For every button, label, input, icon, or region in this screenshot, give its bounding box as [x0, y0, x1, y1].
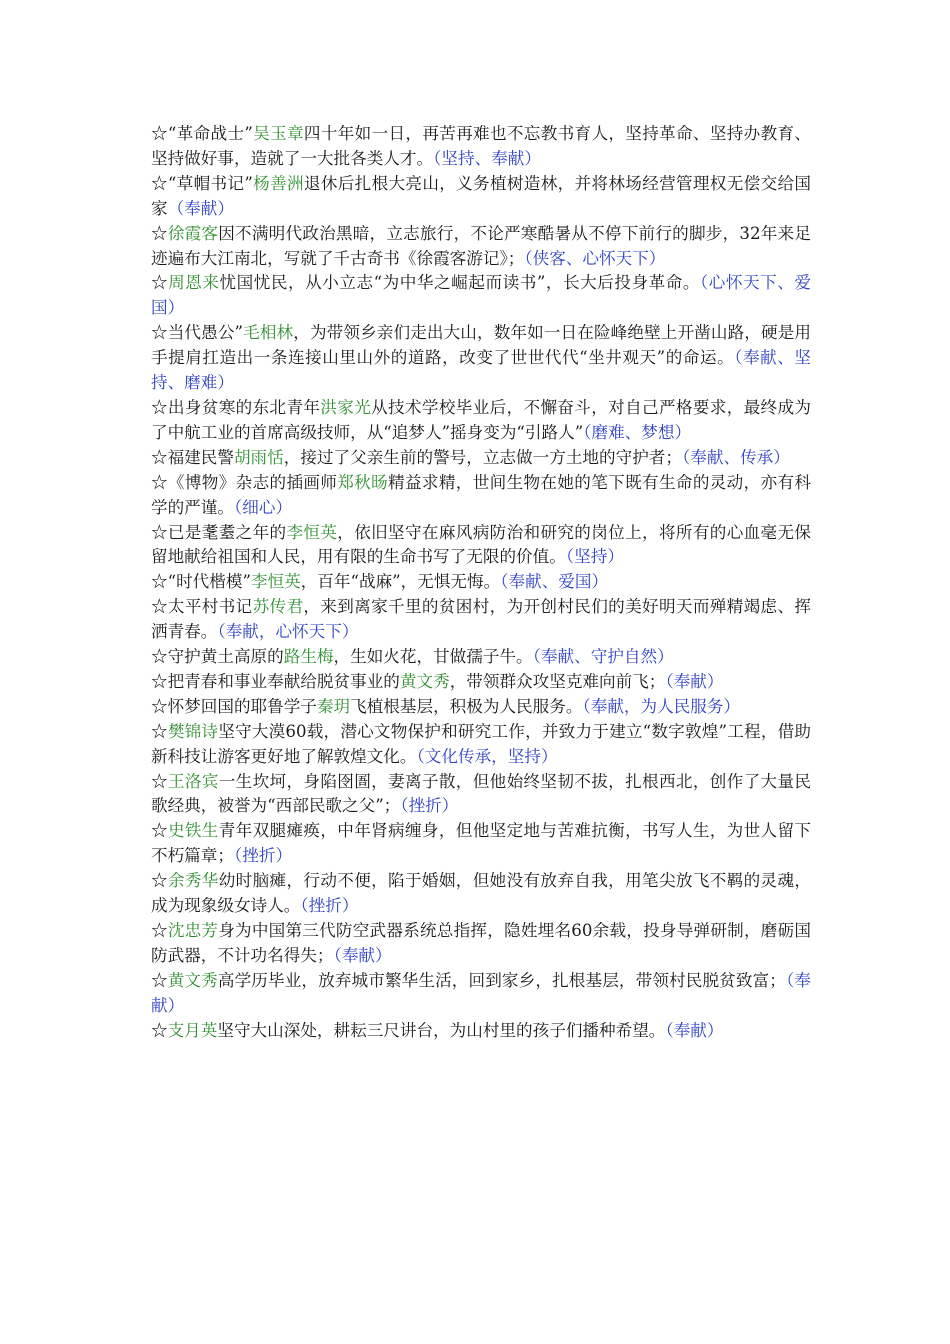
entry-text: 高学历毕业，放弃城市繁华生活，回到家乡，扎根基层，带领村民脱贫致富； [217, 970, 786, 990]
theme-tag: （坚持、奉献） [433, 148, 541, 168]
person-name: 洪家光 [320, 397, 372, 417]
entry-text: ，带领群众攻坚克难向前飞； [449, 671, 666, 691]
entry-li-hengying-2 [151, 570, 811, 595]
entry-prefix: ☆ [151, 821, 168, 841]
entry-text: 青年双腿瘫痪，中年肾病缠身，但他坚定地与苦难抗衡，书写人生，为世人留下不朽篇章； [151, 821, 812, 866]
theme-tag: （奉献、守护自然） [532, 647, 674, 667]
theme-tag: （奉献） [333, 945, 392, 965]
person-name: 沈忠芳 [167, 921, 219, 940]
person-name: 郑秋旸 [337, 472, 389, 492]
theme-tag: （心怀天下、爱国） [151, 273, 812, 318]
theme-tag: （奉献） [151, 970, 812, 1015]
person-name: 秦玥 [316, 696, 351, 716]
entry-text: 从技术学校毕业后，不懈奋斗，对自己严格要求，最终成为了中航工业的首席高级技师，从“追梦人”摇身变为“引路人” [151, 397, 812, 442]
theme-tag: （侠客、心怀天下） [524, 248, 666, 268]
theme-tag: （奉献、传承） [682, 447, 790, 467]
theme-tag: （挫折） [233, 846, 293, 866]
theme-tag: （坚持） [565, 547, 624, 567]
person-name: 胡雨恬 [233, 447, 284, 467]
theme-tag: （奉献） [665, 671, 724, 691]
entry-shi-tiesheng [151, 819, 811, 869]
theme-tag: （细心） [233, 497, 293, 517]
entry-text: 身为中国第三代防空武器系统总指挥，隐姓埋名60余载，投身导弹研制，磨砺国防武器，不计功名得失； [151, 921, 811, 965]
entry-prefix: ☆ [151, 223, 168, 243]
person-name: 黄文秀 [399, 671, 450, 691]
person-name: 支月英 [167, 1020, 218, 1040]
document-body [151, 122, 811, 1044]
entry-zhi-yueying [151, 1019, 811, 1044]
entry-prefix: ☆ [151, 871, 168, 891]
person-name: 周恩来 [168, 273, 220, 293]
entry-prefix: ☆《博物》杂志的插画师 [151, 472, 338, 492]
entry-wang-luobin [151, 770, 811, 820]
theme-tag: （奉献，为人民服务） [582, 696, 741, 716]
entry-text: ，依旧坚守在麻风病防治和研究的岗位上，将所有的心血毫无保留地献给祖国和人民，用有限的生命书写了无限的价值。 [151, 522, 812, 567]
entry-prefix: ☆怀梦回国的耶鲁学子 [151, 696, 317, 716]
person-name: 李恒英 [286, 522, 338, 542]
entry-prefix: ☆把青春和事业奉献给脱贫事业的 [151, 671, 400, 691]
entry-yang-shanzhou [151, 172, 811, 222]
entry-prefix: ☆ [151, 721, 168, 741]
person-name: 史铁生 [167, 821, 219, 841]
entry-text: 飞植根基层，积极为人民服务。 [350, 696, 583, 716]
entry-text: 因不满明代政治黑暗，立志旅行，不论严寒酷暑从不停下前行的脚步，32年来足迹遍布大江南北，写就了千古奇书《徐霞客游记》； [151, 223, 811, 268]
entry-text: ，来到离家千里的贫困村，为开创村民们的美好明天而殚精竭虑、挥洒青春。 [151, 597, 812, 642]
entry-text: 退休后扎根大亮山，义务植树造林，并将林场经营管理权无偿交给国家 [151, 173, 812, 218]
entry-prefix: ☆当代愚公” [151, 323, 244, 343]
entry-yu-xiuhua [151, 869, 811, 919]
entry-prefix: ☆ [151, 273, 169, 293]
entry-su-chuanjun [151, 595, 811, 645]
entry-qin-yue [151, 695, 811, 720]
entry-prefix: ☆已是耄耋之年的 [151, 522, 287, 542]
theme-tag: （奉献，心怀天下） [217, 622, 359, 642]
entry-lu-shengmei [151, 645, 811, 670]
person-name: 王洛宾 [167, 771, 219, 791]
person-name: 余秀华 [167, 871, 219, 891]
entry-text: ，接过了父亲生前的警号，立志做一方土地的守护者； [283, 447, 682, 467]
entry-fan-jinshi [151, 720, 811, 770]
entry-prefix: ☆“时代楷模” [151, 572, 251, 592]
entry-prefix: ☆ [151, 921, 168, 940]
theme-tag: （磨难、梦想） [583, 422, 692, 442]
entry-prefix: ☆ [151, 970, 168, 990]
entry-text: ，生如火花，甘做孺子牛。 [333, 647, 533, 667]
person-name: 杨善洲 [252, 173, 304, 193]
entry-prefix: ☆ [151, 771, 168, 791]
entry-prefix: ☆太平村书记 [151, 597, 253, 617]
entry-shen-zhongfang [151, 919, 811, 969]
theme-tag: （奉献、爱国） [500, 572, 609, 592]
person-name: 李恒英 [250, 572, 301, 592]
entry-prefix: ☆ [151, 1020, 168, 1040]
person-name: 路生梅 [283, 647, 334, 667]
entry-mao-xianglin [151, 321, 811, 396]
entry-text: 精益求精，世间生物在她的笔下既有生命的灵动，亦有科学的严谨。 [151, 472, 812, 517]
entry-text: ，为带领乡亲们走出大山，数年如一日在险峰绝壁上开凿山路，硬是用手提肩扛造出一条连接山里山外的道路，改变了世世代代“坐井观天”的命运。 [151, 323, 812, 368]
entry-zheng-qiuyang [151, 471, 811, 521]
entry-text: ，百年“战麻”，无惧无悔。 [300, 572, 501, 592]
entry-wu-yuzhang [151, 122, 811, 172]
entry-text: 四十年如一日，再苦再难也不忘教书育人，坚持革命、坚持办教育、坚持做好事，造就了一大批各类人才。 [151, 124, 812, 168]
entry-prefix: ☆守护黄土高原的 [151, 647, 284, 667]
entry-xu-xiake [151, 222, 811, 272]
entry-text: 坚守大山深处，耕耘三尺讲台，为山村里的孩子们播种希望。 [217, 1020, 666, 1040]
person-name: 吴玉章 [252, 124, 304, 143]
person-name: 毛相林 [243, 323, 294, 343]
entry-prefix: ☆出身贫寒的东北青年 [151, 397, 321, 417]
entry-huang-wenxiu-2 [151, 969, 811, 1019]
theme-tag: （奉献） [665, 1020, 724, 1040]
entry-hong-jiaguang [151, 396, 811, 446]
person-name: 苏传君 [252, 597, 304, 617]
person-name: 黄文秀 [167, 970, 218, 990]
theme-tag: （奉献、坚持、磨难） [151, 348, 812, 393]
entry-text: 坚守大漠60载，潜心文物保护和研究工作，并致力于建立“数字敦煌”工程，借助新科技让游客更好地了解敦煌文化。 [151, 721, 812, 766]
person-name: 徐霞客 [167, 223, 219, 243]
entry-zhou-enlai [151, 271, 811, 321]
entry-text: 幼时脑瘫，行动不便，陷于婚姻，但她没有放弃自我，用笔尖放飞不羁的灵魂，成为现象级女诗人。 [151, 871, 812, 916]
entry-text: 忧国忧民，从小立志“为中华之崛起而读书”，长大后投身革命。 [219, 273, 700, 293]
theme-tag: （奉献） [167, 198, 234, 218]
entry-prefix: ☆福建民警 [151, 447, 234, 467]
theme-tag: （挫折） [400, 796, 459, 816]
entry-hu-yutian [151, 446, 811, 471]
entry-prefix: ☆“草帽书记” [151, 173, 253, 193]
entry-text: 一生坎坷，身陷囹圄，妻离子散，但他始终坚韧不拔，扎根西北，创作了大量民歌经典，被誉为“西部民歌之父”； [151, 771, 812, 816]
entry-prefix: ☆“革命战士” [151, 124, 253, 143]
entry-li-hengying [151, 521, 811, 571]
person-name: 樊锦诗 [167, 721, 219, 741]
theme-tag: （挫折） [300, 896, 359, 916]
entry-huang-wenxiu [151, 670, 811, 695]
theme-tag: （文化传承，坚持） [416, 746, 558, 766]
